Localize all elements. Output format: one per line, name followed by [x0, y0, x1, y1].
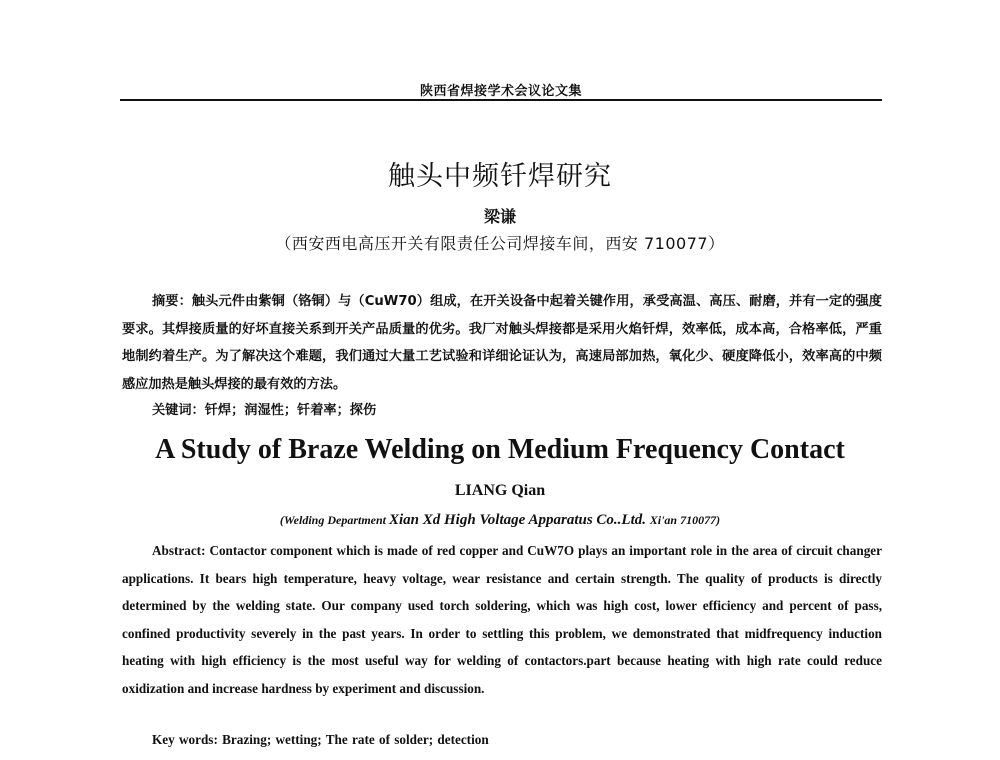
chinese-abstract-label: 摘要：	[152, 294, 192, 309]
chinese-abstract-text: 触头元件由紫铜（铬铜）与（CuW70）组成，在开关设备中起着关键作用，承受高温、高压、耐磨，并有一定的强度要求。其焊接质量的好坏直接关系到开关产品质量的优劣。我厂对触头焊接都是采用火焰钎焊，效率低，成本高，合格率低，严重地制约着生产。为了解决这个难题，我们通过大量工艺试验和详细论证认为，高速局部加热，氧化少、硬度降低小，效率高的中频感应加热是触头焊接的最有效的方法。	[122, 294, 882, 392]
english-affiliation-dept: (Welding Department	[279, 513, 389, 527]
chinese-keywords-text: 钎焊；润湿性；钎着率；探伤	[204, 403, 377, 418]
header-rule	[120, 99, 882, 101]
english-author: LIANG Qian	[454, 482, 546, 499]
chinese-keywords-label: 关键词：	[152, 403, 205, 418]
english-keywords-label: Key words:	[152, 732, 223, 747]
english-abstract-label: Abstract:	[152, 543, 210, 558]
chinese-author: 梁谦	[483, 207, 516, 226]
chinese-affiliation: （西安西电高压开关有限责任公司焊接车间，西安 710077）	[275, 234, 725, 253]
english-title: A Study of Braze Welding on Medium Frequency Contact	[155, 434, 845, 465]
chinese-abstract	[122, 288, 882, 398]
english-affiliation	[0, 512, 1000, 529]
chinese-title: 触头中频钎焊研究	[388, 161, 612, 192]
running-header: 陕西省焊接学术会议论文集	[419, 84, 582, 99]
english-affiliation-company: Xian Xd High Voltage Apparatus Co..Ltd.	[389, 512, 650, 528]
english-keywords-text: Brazing; wetting; The rate of solder; detection	[222, 732, 489, 747]
english-affiliation-city: Xi'an 710077)	[649, 513, 721, 527]
english-keywords	[152, 732, 489, 748]
english-abstract-text: Contactor component which is made of red copper and CuW7O plays an important role in the area of circuit changer applications. It bears high temperature, heavy voltage, wear resistance and certain strength. The quality of products is directly determined by the welding state. Our company used torch soldering, which was high cost, lower efficiency and percent of pass, confined productivity severely in the past years. In order to settling this problem, we demonstrated that midfrequency induction heating with high efficiency is the most useful way for welding of contactors.part because heating with high rate could reduce oxidization and increase hardness by experiment and discussion.	[122, 543, 882, 696]
english-abstract	[122, 537, 882, 703]
chinese-keywords	[152, 399, 376, 418]
